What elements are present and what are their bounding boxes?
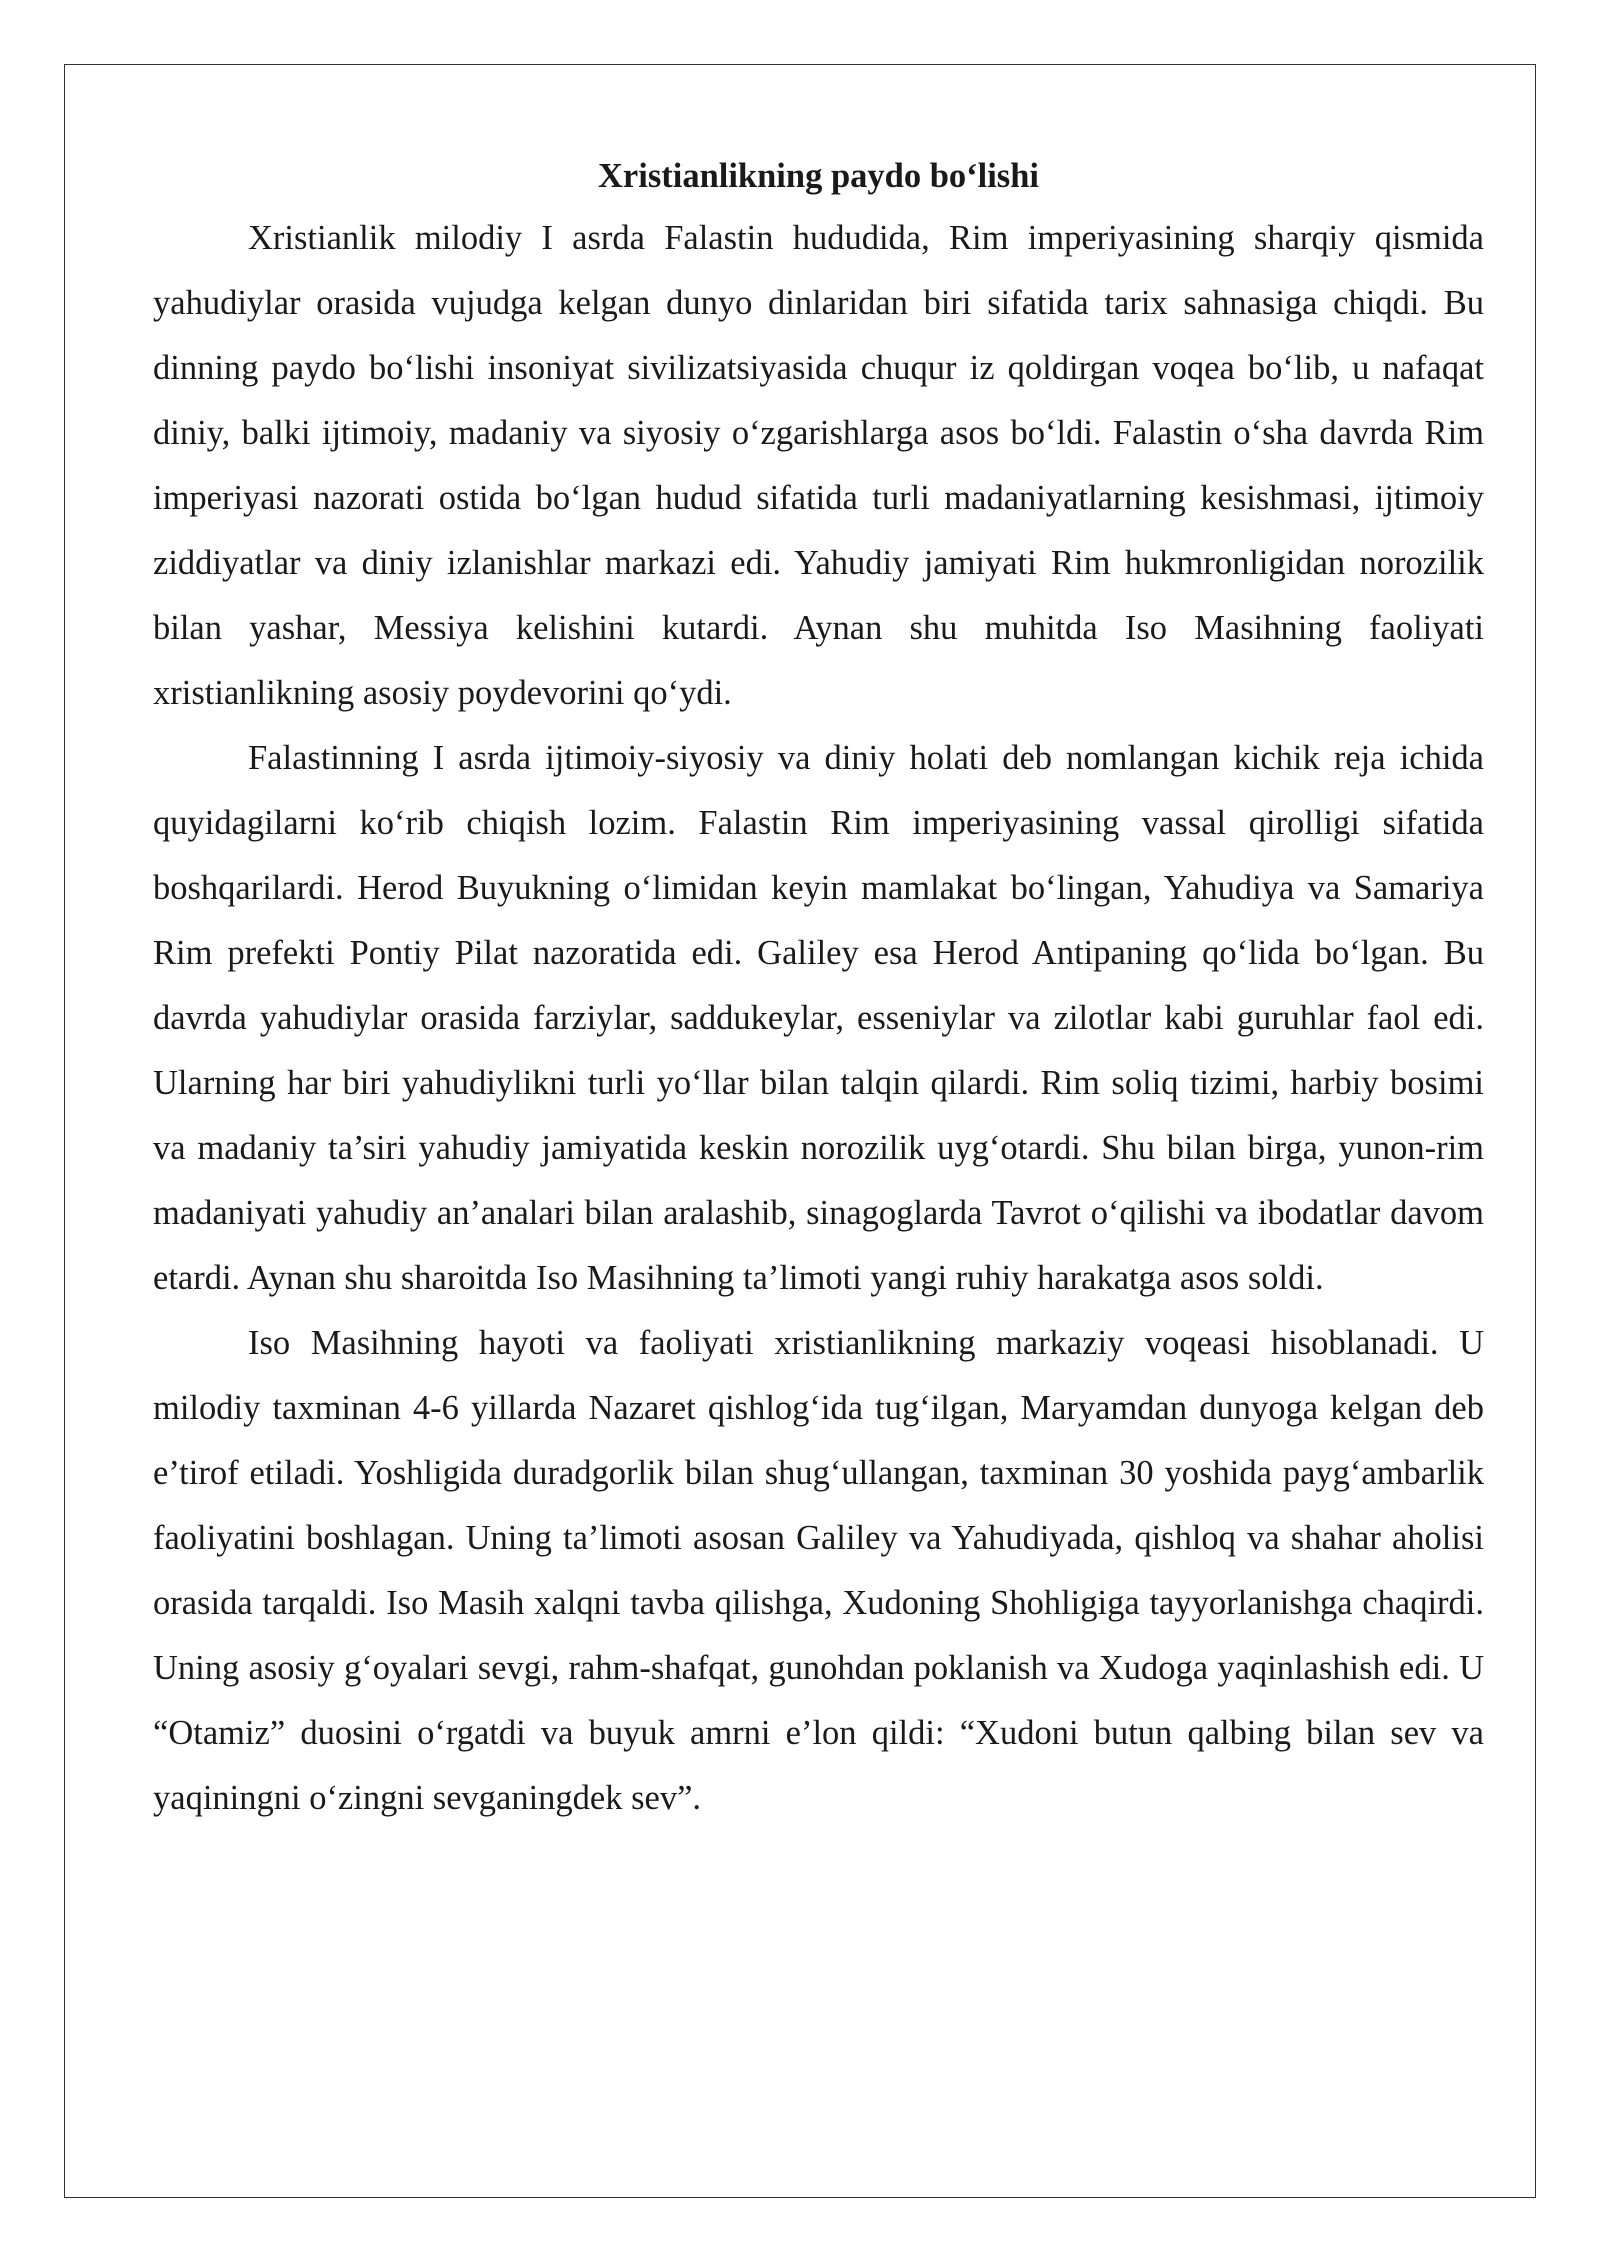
document-body xyxy=(153,146,1484,1831)
paragraph-1: Xristianlik milodiy I asrda Falastin hududida, Rim imperiyasining sharqiy qismida yahudiylar orasida vujudga kelgan dunyo dinlaridan biri sifatida tarix sahnasiga chiqdi. Bu dinning paydo bo‘lishi insoniyat sivilizatsiyasida chuqur iz qoldirgan voqea bo‘lib, u nafaqat diniy, balki ijtimoiy, madaniy va siyosiy o‘zgarishlarga asos bo‘ldi. Falastin o‘sha davrda Rim imperiyasi nazorati ostida bo‘lgan hudud sifatida turli madaniyatlarning kesishmasi, ijtimoiy ziddiyatlar va diniy izlanishlar markazi edi. Yahudiy jamiyati Rim hukmronligidan norozilik bilan yashar, Messiya kelishini kutardi. Aynan shu muhitda Iso Masihning faoliyati xristianlikning asosiy poydevorini qo‘ydi. xyxy=(153,219,1484,712)
document-title: Xristianlikning paydo bo‘lishi xyxy=(598,157,1039,195)
paragraph-2: Falastinning I asrda ijtimoiy-siyosiy va diniy holati deb nomlangan kichik reja ichida quyidagilarni ko‘rib chiqish lozim. Falastin Rim imperiyasining vassal qirolligi sifatida boshqarilardi. Herod Buyukning o‘limidan keyin mamlakat bo‘lingan, Yahudiya va Samariya Rim prefekti Pontiy Pilat nazoratida edi. Galiley esa Herod Antipaning qo‘lida bo‘lgan. Bu davrda yahudiylar orasida farziylar, saddukeylar, esseniylar va zilotlar kabi guruhlar faol edi. Ularning har biri yahudiylikni turli yo‘llar bilan talqin qilardi. Rim soliq tizimi, harbiy bosimi va madaniy ta’siri yahudiy jamiyatida keskin norozilik uyg‘otardi. Shu bilan birga, yunon-rim madaniyati yahudiy an’analari bilan aralashib, sinagoglarda Tavrot o‘qilishi va ibodatlar davom etardi. Aynan shu sharoitda Iso Masihning ta’limoti yangi ruhiy harakatga asos soldi. xyxy=(153,739,1484,1297)
paragraph-3: Iso Masihning hayoti va faoliyati xristianlikning markaziy voqeasi hisoblanadi. U milodiy taxminan 4-6 yillarda Nazaret qishlog‘ida tug‘ilgan, Maryamdan dunyoga kelgan deb e’tirof etiladi. Yoshligida duradgorlik bilan shug‘ullangan, taxminan 30 yoshida payg‘ambarlik faoliyatini boshlagan. Uning ta’limoti asosan Galiley va Yahudiyada, qishloq va shahar aholisi orasida tarqaldi. Iso Masih xalqni tavba qilishga, Xudoning Shohligiga tayyorlanishga chaqirdi. Uning asosiy g‘oyalari sevgi, rahm-shafqat, gunohdan poklanish va Xudoga yaqinlashish edi. U “Otamiz” duosini o‘rgatdi va buyuk amrni e’lon qildi: “Xudoni butun qalbing bilan sev va yaqiningni o‘zingni sevganingdek sev”. xyxy=(153,1324,1484,1817)
